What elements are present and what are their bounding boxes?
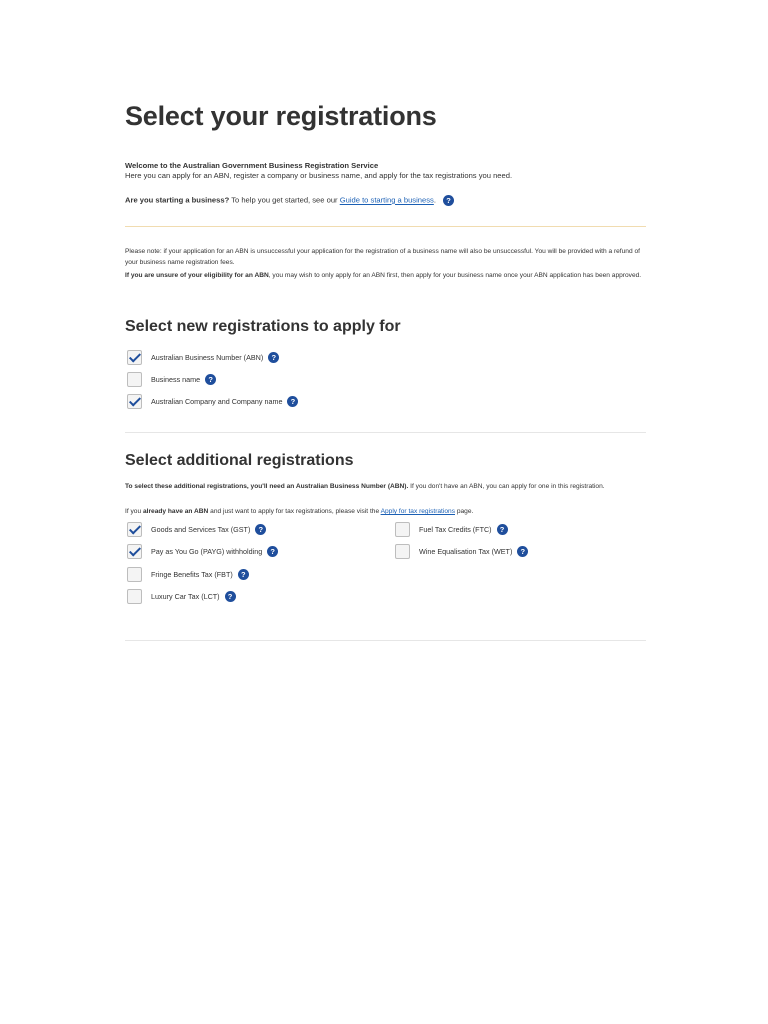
additional-registrations-heading: Select additional registrations — [125, 452, 354, 469]
option-ftc[interactable] — [395, 521, 508, 538]
lct-label: Luxury Car Tax (LCT) — [151, 592, 220, 601]
option-company[interactable] — [127, 393, 298, 410]
company-label: Australian Company and Company name — [151, 397, 283, 406]
already-end: page. — [455, 508, 474, 515]
gst-checkbox[interactable] — [127, 522, 142, 537]
section-divider — [125, 226, 646, 227]
already-body: and just want to apply for tax registrations, please visit the — [208, 508, 381, 515]
guide-starting-business-link[interactable]: Guide to starting a business — [339, 195, 434, 205]
payg-label: Pay as You Go (PAYG) withholding — [151, 547, 263, 556]
already-prefix: If you — [125, 508, 143, 515]
option-wet[interactable] — [395, 543, 528, 560]
business-name-label: Business name — [151, 375, 201, 384]
fbt-checkbox[interactable] — [127, 567, 142, 582]
option-business-name[interactable] — [127, 371, 216, 388]
wet-checkbox[interactable] — [395, 544, 410, 559]
welcome-heading: Welcome to the Australian Government Business Registration Service — [125, 161, 379, 170]
welcome-block — [125, 161, 646, 181]
wet-label: Wine Equalisation Tax (WET) — [419, 547, 513, 556]
abn-label: Australian Business Number (ABN) — [151, 353, 264, 362]
page-title: Select your registrations — [125, 101, 437, 131]
unsure-eligibility-body: , you may wish to only apply for an ABN first, then apply for your business name once your ABN application has been approved. — [268, 272, 642, 279]
abn-checkbox[interactable] — [127, 350, 142, 365]
option-abn[interactable] — [127, 349, 279, 366]
help-icon[interactable]: ? — [517, 546, 528, 557]
abn-requirement-label: To select these additional registrations, you'll need an Australian Business Number (ABN). — [125, 483, 409, 490]
help-icon[interactable]: ? — [225, 591, 236, 602]
option-gst[interactable] — [127, 521, 266, 538]
section-divider — [125, 640, 646, 641]
ftc-label: Fuel Tax Credits (FTC) — [419, 525, 492, 534]
starting-business-label: Are you starting a business? — [125, 195, 230, 205]
new-registrations-heading: Select new registrations to apply for — [125, 318, 401, 335]
business-name-checkbox[interactable] — [127, 372, 142, 387]
please-note-text: Please note: if your application for an ABN is unsuccessful your application for the registration of a business name will also be unsuccessful. You will be provided with a refund of your business name registration fees. — [125, 248, 640, 266]
section-divider — [125, 432, 646, 433]
option-lct[interactable] — [127, 588, 236, 605]
company-checkbox[interactable] — [127, 394, 142, 409]
welcome-text: Here you can apply for an ABN, register a company or business name, and apply for the tax registrations you need. — [125, 171, 513, 180]
option-fbt[interactable] — [127, 566, 249, 583]
help-icon[interactable]: ? — [497, 524, 508, 535]
unsure-eligibility-text — [125, 271, 646, 282]
option-payg[interactable] — [127, 543, 278, 560]
help-icon[interactable]: ? — [205, 374, 216, 385]
unsure-eligibility-label: If you are unsure of your eligibility for an ABN — [125, 272, 269, 279]
ftc-checkbox[interactable] — [395, 522, 410, 537]
starting-business-end: . — [433, 195, 436, 205]
apply-tax-registrations-link[interactable]: Apply for tax registrations — [380, 508, 455, 515]
help-icon[interactable]: ? — [443, 195, 454, 206]
help-icon[interactable]: ? — [287, 396, 298, 407]
gst-label: Goods and Services Tax (GST) — [151, 525, 251, 534]
eligibility-notice — [125, 247, 646, 282]
already-have-abn-text — [125, 507, 473, 518]
abn-requirement-text — [125, 482, 646, 493]
starting-business-text: To help you get started, see our — [229, 195, 340, 205]
lct-checkbox[interactable] — [127, 589, 142, 604]
help-icon[interactable]: ? — [268, 352, 279, 363]
abn-requirement-body: If you don't have an ABN, you can apply for one in this registration. — [408, 483, 605, 490]
help-icon[interactable]: ? — [267, 546, 278, 557]
help-icon[interactable]: ? — [238, 569, 249, 580]
fbt-label: Fringe Benefits Tax (FBT) — [151, 570, 233, 579]
starting-business-line — [125, 195, 454, 206]
already-have-abn-label: already have an ABN — [142, 508, 209, 515]
help-icon[interactable]: ? — [255, 524, 266, 535]
payg-checkbox[interactable] — [127, 544, 142, 559]
